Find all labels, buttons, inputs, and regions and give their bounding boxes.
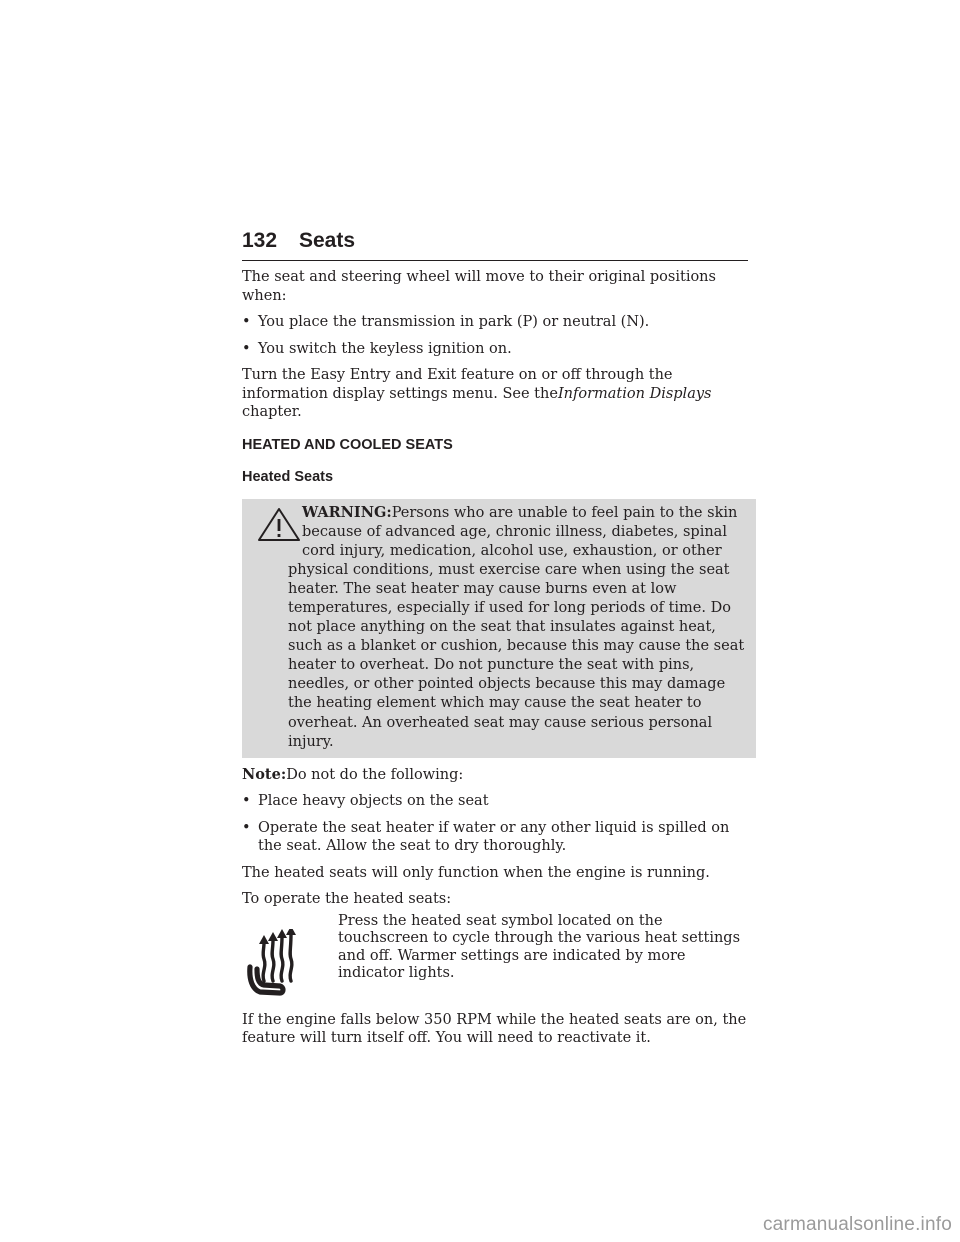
page-body	[242, 268, 752, 1056]
warning-body: Persons who are unable to feel pain to the skin because of advanced age, chronic illness, diabetes, spinal cord injury, medication, alcohol use, exhaustion, or other physical conditions, must exercise care when using the seat heater. The seat heater may cause burns even at low temperatures, especially if used for long periods of time. Do not place anything on the seat that insulates against heat, such as a blanket or cushion, because this may cause the seat heater to overheat. Do not puncture the seat with pins, needles, or other pointed objects because this may damage the heating element which may cause the seat heater to overheat. An overheated seat may cause serious personal injury.	[288, 504, 745, 750]
note-label: Note:	[242, 765, 287, 783]
intro-line: The seat and steering wheel will move to their original positions when:	[242, 269, 716, 304]
bullet-icon: •	[242, 314, 251, 330]
warning-text	[242, 503, 752, 752]
list-item	[242, 819, 752, 856]
page-header	[242, 226, 748, 261]
easy-entry-paragraph	[242, 366, 752, 422]
list-item-text: Operate the seat heater if water or any other liquid is spilled on the seat. Allow the seat to dry thoroughly.	[258, 819, 730, 855]
bullet-icon: •	[242, 793, 251, 810]
heated-seat-icon	[244, 929, 310, 997]
easy-entry-suffix: chapter.	[242, 404, 302, 420]
operate-intro: To operate the heated seats:	[242, 891, 452, 908]
list-item	[242, 792, 752, 811]
heated-seat-text: Press the heated seat symbol located on the touchscreen to cycle through the various heat settings and off. Warmer settings are indicated by more indicator lights.	[338, 912, 741, 982]
list-item	[242, 313, 752, 332]
list-item	[242, 340, 752, 359]
warning-triangle-icon	[256, 507, 302, 543]
note-paragraph	[242, 766, 752, 785]
page-number: 132	[242, 229, 278, 252]
easy-entry-text: Turn the Easy Entry and Exit feature on or off through the information display settings menu. See the	[242, 367, 673, 402]
list-item-text: Place heavy objects on the seat	[258, 793, 489, 810]
section-heading: HEATED AND COOLED SEATS	[242, 436, 453, 453]
warning-box	[242, 499, 756, 758]
heated-seat-instruction	[242, 913, 752, 1005]
list-item-text: You place the transmission in park (P) or neutral (N).	[258, 314, 650, 330]
watermark: carmanualsonline.info	[762, 1214, 952, 1235]
engine-running-paragraph: The heated seats will only function when the engine is running.	[242, 864, 710, 881]
rpm-paragraph: If the engine falls below 350 RPM while the heated seats are on, the feature will turn itself off. You will need to reactivate it.	[242, 1011, 747, 1047]
bullet-icon: •	[242, 340, 251, 357]
subsection-heading: Heated Seats	[242, 469, 334, 485]
bullet-icon: •	[242, 819, 251, 836]
section-title: Seats	[299, 229, 356, 252]
chapter-reference: Information Displays	[557, 385, 712, 402]
note-text: Do not do the following:	[286, 766, 464, 783]
list-item-text: You switch the keyless ignition on.	[258, 340, 512, 357]
warning-label: WARNING:	[302, 503, 392, 521]
